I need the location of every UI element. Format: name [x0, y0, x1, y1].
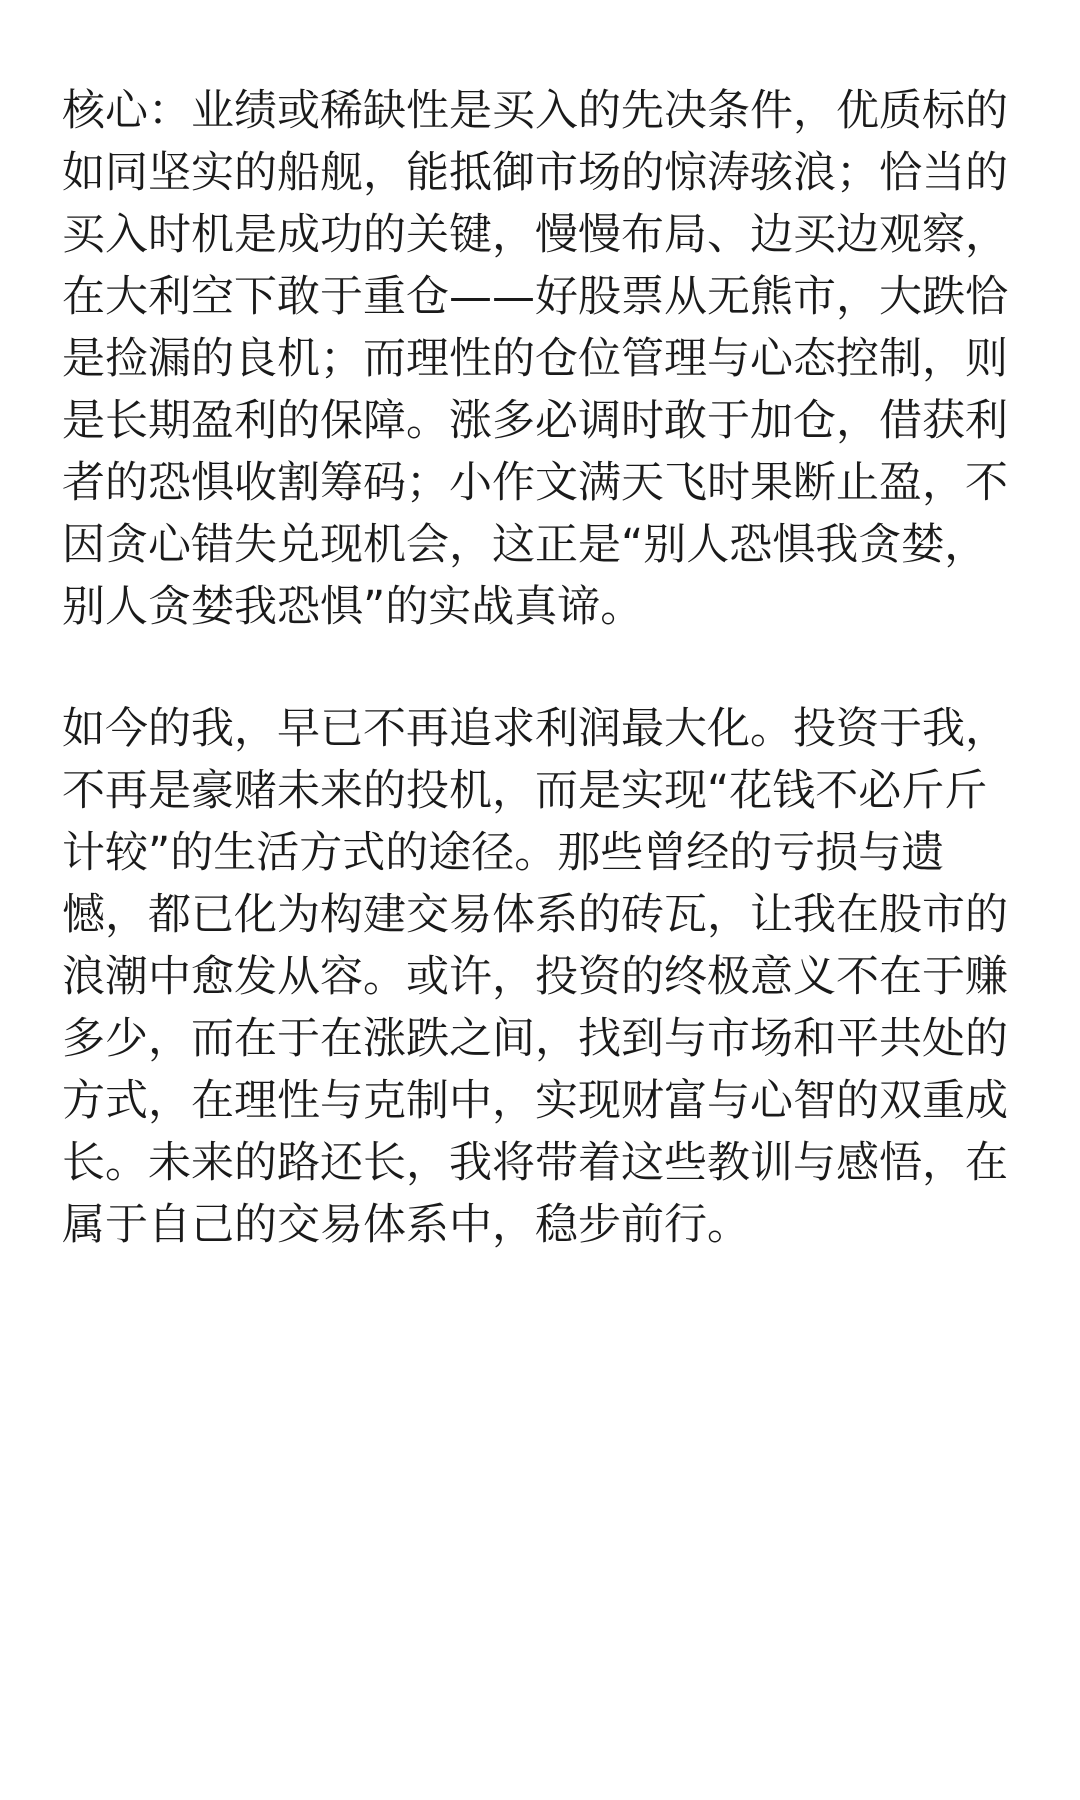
text-line: 在大利空下敢于重仓——好股票从无熊市，大跌恰 — [62, 272, 1008, 322]
text-line: 别人贪婪我恐惧”的实战真谛。 — [62, 582, 644, 632]
text-line: 核心：业绩或稀缺性是买入的先决条件，优质标的 — [62, 86, 1008, 136]
paragraph-2 — [62, 698, 1022, 1256]
text-line: 如今的我，早已不再追求利润最大化。投资于我， — [62, 704, 1008, 754]
text-line: 者的恐惧收割筹码；小作文满天飞时果断止盈，不 — [62, 458, 1008, 508]
text-line: 买入时机是成功的关键，慢慢布局、边买边观察， — [62, 210, 1008, 260]
text-line: 浪潮中愈发从容。或许，投资的终极意义不在于赚 — [62, 952, 1008, 1002]
text-line: 多少，而在于在涨跌之间，找到与市场和平共处的 — [62, 1014, 1008, 1064]
text-line: 方式，在理性与克制中，实现财富与心智的双重成 — [62, 1076, 1008, 1126]
text-line: 是长期盈利的保障。涨多必调时敢于加仓，借获利 — [62, 396, 1008, 446]
text-line: 长。未来的路还长，我将带着这些教训与感悟，在 — [62, 1138, 1008, 1188]
text-line: 因贪心错失兑现机会，这正是“别人恐惧我贪婪， — [62, 520, 988, 570]
text-line: 不再是豪赌未来的投机，而是实现“花钱不必斤斤 — [62, 766, 988, 816]
text-line: 计较”的生活方式的途径。那些曾经的亏损与遗 — [62, 828, 945, 878]
text-line: 如同坚实的船舰，能抵御市场的惊涛骇浪；恰当的 — [62, 148, 1008, 198]
paragraph-1 — [62, 80, 1022, 638]
article-body — [62, 80, 1022, 1316]
text-line: 属于自己的交易体系中，稳步前行。 — [62, 1200, 750, 1250]
text-line: 是捡漏的良机；而理性的仓位管理与心态控制，则 — [62, 334, 1008, 384]
text-line: 憾，都已化为构建交易体系的砖瓦，让我在股市的 — [62, 890, 1008, 940]
